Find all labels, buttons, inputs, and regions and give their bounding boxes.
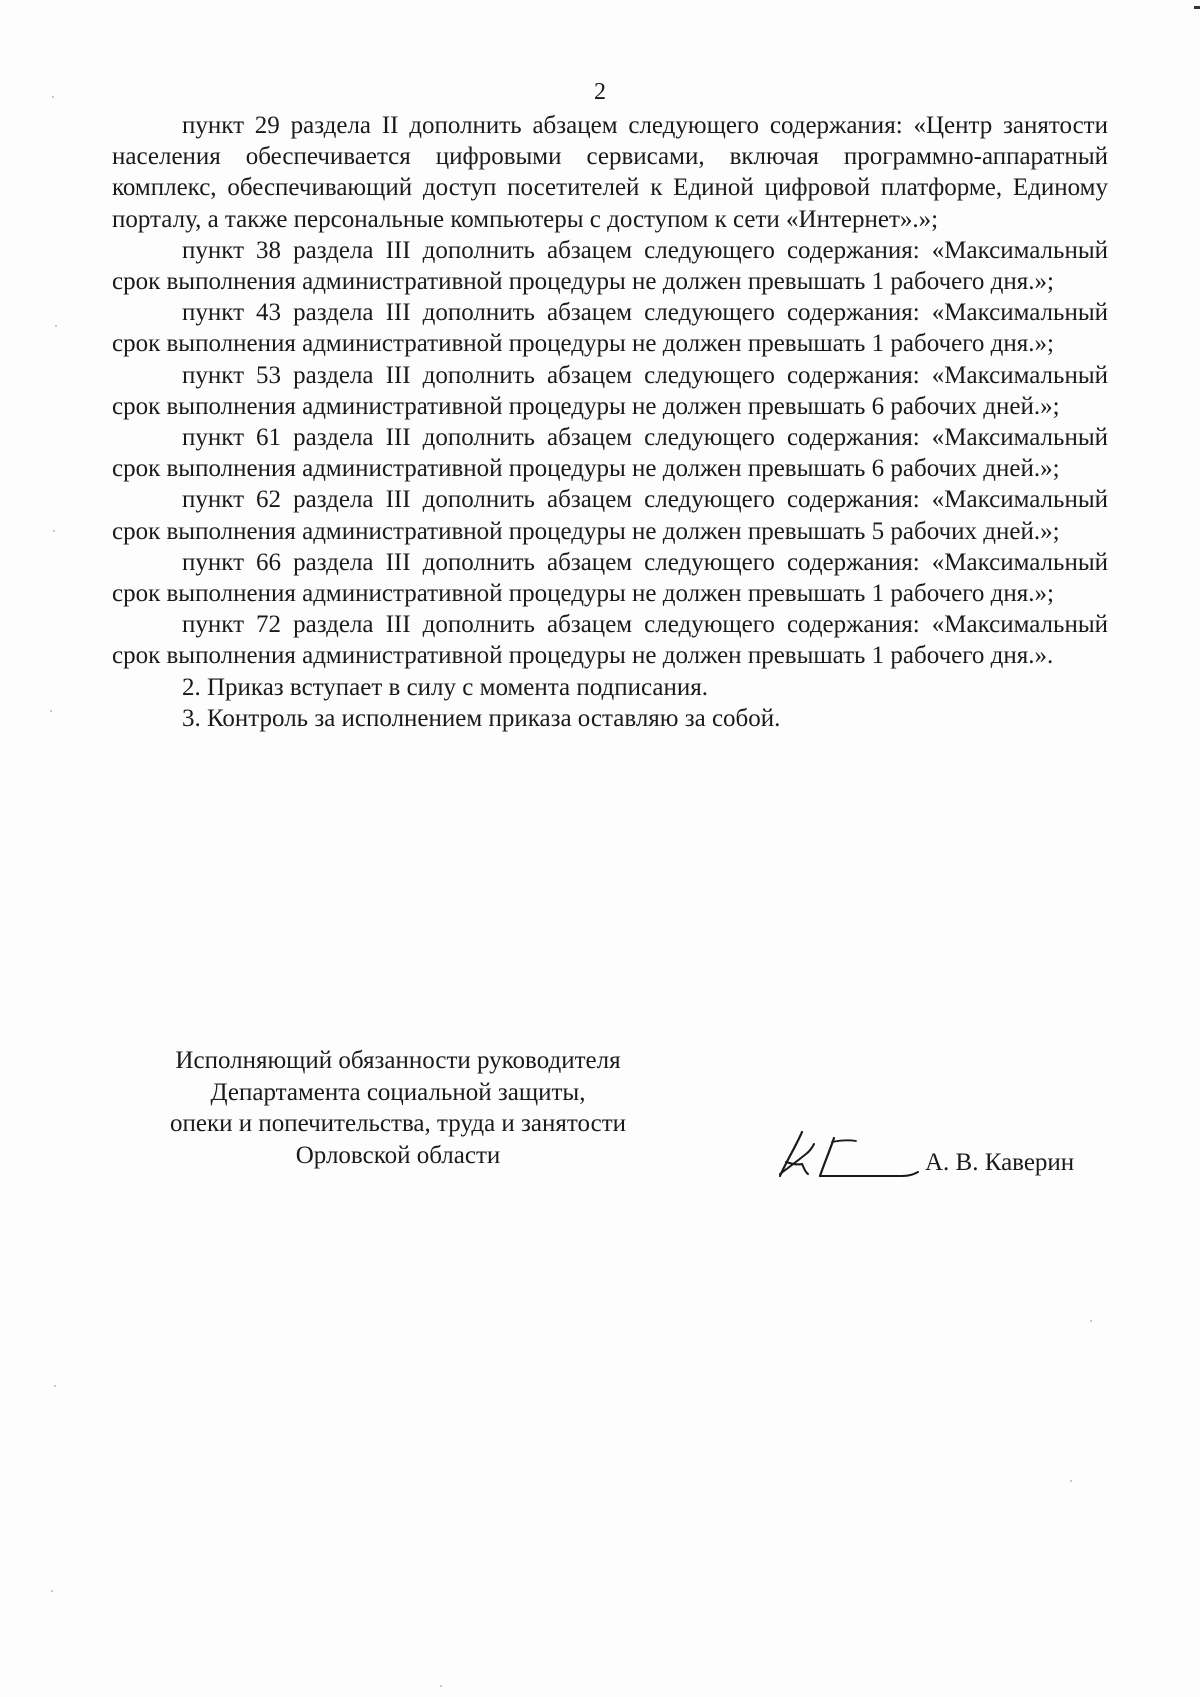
signatory-position-line: Департамента социальной защиты, (210, 1078, 586, 1106)
page-number: 2 (594, 79, 606, 105)
scan-speck (53, 530, 55, 532)
signatory-position-line: опеки и попечительства, труда и занятости (169, 1110, 627, 1137)
scan-speck (51, 1590, 53, 1592)
scan-speck (1090, 1320, 1092, 1322)
scan-speck (54, 1385, 56, 1387)
amendment-paragraph: пункт 53 раздела III дополнить абзацем следующего содержания: «Максимальный срок выполнения административной процедуры не должен превышать 6 рабочих дней.»; (112, 361, 1108, 420)
control-clause: 3. Контроль за исполнением приказа оставляю за собой. (182, 704, 781, 732)
signatory-position-line: Орловской области (295, 1141, 501, 1169)
scan-speck (55, 325, 57, 327)
signatory-position-line: Исполняющий обязанности руководителя (175, 1047, 621, 1074)
scan-speck (440, 1685, 442, 1687)
scan-speck (1070, 1480, 1072, 1482)
effective-date-clause: 2. Приказ вступает в силу с момента подписания. (182, 673, 708, 701)
amendment-paragraph: пункт 61 раздела III дополнить абзацем следующего содержания: «Максимальный срок выполнения административной процедуры не должен превышать 6 рабочих дней.»; (112, 424, 1108, 483)
scan-edge-mark (1194, 6, 1200, 9)
document-body (112, 110, 1108, 734)
amendment-paragraph: пункт 62 раздела III дополнить абзацем следующего содержания: «Максимальный срок выполнения административной процедуры не должен превышать 5 рабочих дней.»; (112, 486, 1108, 545)
scan-speck (50, 710, 52, 712)
amendment-paragraph: пункт 66 раздела III дополнить абзацем следующего содержания: «Максимальный срок выполнения административной процедуры не должен превышать 1 рабочего дня.»; (112, 548, 1108, 608)
signatory-position (128, 1045, 668, 1171)
scan-speck (52, 96, 54, 98)
signatory-name: А. В. Каверин (925, 1149, 1075, 1176)
amendment-paragraph: пункт 72 раздела III дополнить абзацем следующего содержания: «Максимальный срок выполнения административной процедуры не должен превышать 1 рабочего дня.». (112, 611, 1108, 670)
amendment-paragraph: пункт 43 раздела III дополнить абзацем следующего содержания: «Максимальный срок выполнения административной процедуры не должен превышать 1 рабочего дня.»; (112, 299, 1108, 358)
amendment-paragraph: пункт 38 раздела III дополнить абзацем следующего содержания: «Максимальный срок выполнения административной процедуры не должен превышать 1 рабочего дня.»; (112, 236, 1108, 296)
amendment-paragraph: пункт 29 раздела II дополнить абзацем следующего содержания: «Центр занятости населения обеспечивается цифровыми сервисами, включая программно-аппаратный комплекс, обеспечивающий доступ посетителей к Единой цифровой платформе, Единому порталу, а также персональные компьютеры с доступом к сети «Интернет».»; (112, 112, 1108, 233)
handwritten-signature (772, 1124, 932, 1180)
